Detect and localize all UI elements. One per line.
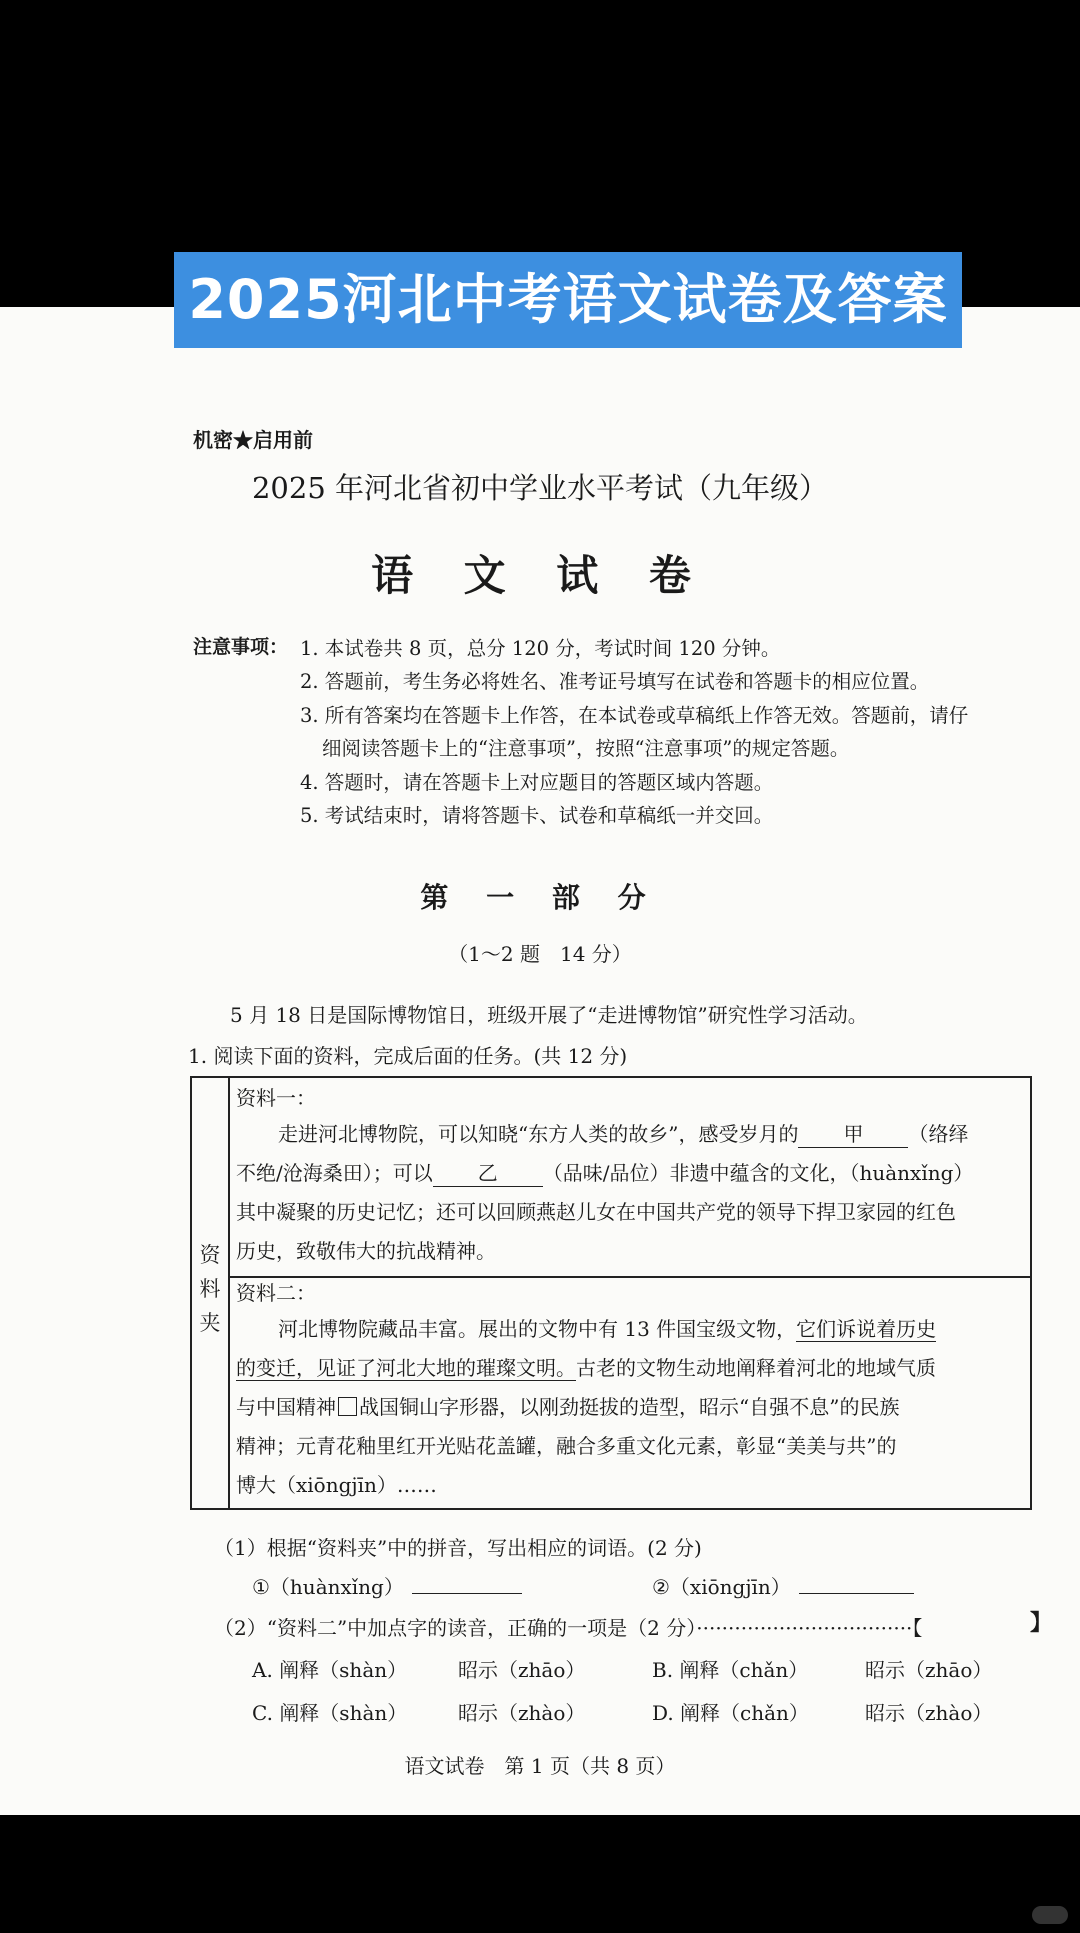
watermark-badge: [1032, 1906, 1068, 1924]
choice-b-2: 昭示（zhāo）: [865, 1658, 993, 1682]
note-item: 4. 答题时，请在答题卡上对应题目的答题区域内答题。: [300, 771, 774, 794]
note-item: 2. 答题前，考生务必将姓名、准考证号填写在试卷和答题卡的相应位置。: [300, 670, 930, 693]
material-1-line: 走进河北博物院，可以知晓“东方人类的故乡”，感受岁月的 甲 （络绎: [278, 1118, 968, 1148]
punctuation-blank-box: [338, 1397, 357, 1416]
material-1-line: 历史，致敬伟大的抗战精神。: [236, 1239, 496, 1263]
answer-bracket-close: 】: [1030, 1610, 1053, 1636]
part-title: 第 一 部 分: [420, 881, 660, 914]
question-range: （1～2 题 14 分）: [448, 942, 632, 966]
confidential-mark: 机密★启用前: [193, 428, 313, 452]
blank-jia: 甲: [798, 1118, 908, 1148]
note-item: 细阅读答题卡上的“注意事项”，按照“注意事项”的规定答题。: [322, 737, 850, 760]
material-2-line: 与中国精神 战国铜山字形器，以刚劲挺拔的造型，昭示“自强不息”的民族: [236, 1395, 900, 1419]
answer-blank: [799, 1593, 914, 1594]
choice-c: C. 阐释（shàn）: [252, 1701, 408, 1725]
material-2-line: 博大（xiōngjīn）……: [236, 1473, 437, 1497]
choice-a: A. 阐释（shàn）: [252, 1658, 408, 1682]
answer-item-2: ②（xiōngjīn）: [652, 1571, 914, 1600]
choice-a-2: 昭示（zhāo）: [458, 1658, 586, 1682]
underlined-sentence: 它们诉说着历史: [796, 1317, 937, 1341]
note-item: 5. 考试结束时，请将答题卡、试卷和草稿纸一并交回。: [300, 804, 774, 827]
blank-yi: 乙: [433, 1157, 543, 1187]
note-item: 1. 本试卷共 8 页，总分 120 分，考试时间 120 分钟。: [300, 637, 781, 660]
material-1-line: 不绝/沧海桑田）；可以 乙 （品味/品位）非遗中蕴含的文化，（huànxǐng）: [236, 1157, 973, 1187]
material-2-line: 的变迁，见证了河北大地的璀璨文明。古老的文物生动地阐释着河北的地域气质: [236, 1356, 936, 1380]
exam-subtitle: 2025 年河北省初中学业水平考试（九年级）: [251, 471, 829, 505]
answer-item-1: ①（huànxǐng）: [252, 1571, 522, 1600]
folder-side-label: 资 料 夹: [192, 1078, 230, 1508]
answer-blank: [412, 1593, 522, 1594]
material-2-heading: 资料二：: [236, 1281, 316, 1305]
question-1-2: （2）“资料二”中加点字的读音，正确的一项是（2 分）··································【: [214, 1616, 923, 1640]
material-1-heading: 资料一：: [236, 1086, 316, 1110]
note-item: 3. 所有答案均在答题卡上作答，在本试卷或草稿纸上作答无效。答题前，请仔: [300, 704, 969, 727]
title-banner: 2025河北中考语文试卷及答案: [174, 252, 962, 348]
exam-title: 语 文 试 卷: [371, 551, 709, 600]
notes-label: 注意事项：: [193, 636, 289, 658]
material-1-line: 其中凝聚的历史记忆；还可以回顾燕赵儿女在中国共产党的领导下捍卫家园的红色: [236, 1200, 956, 1224]
choice-b: B. 阐释（chǎn）: [652, 1658, 809, 1682]
choice-c-2: 昭示（zhào）: [458, 1701, 586, 1725]
activity-intro: 5 月 18 日是国际博物馆日，班级开展了“走进博物馆”研究性学习活动。: [230, 1003, 868, 1027]
question-1-1: （1）根据“资料夹”中的拼音，写出相应的词语。(2 分): [214, 1536, 702, 1560]
material-divider: [228, 1276, 1030, 1278]
page-footer: 语文试卷 第 1 页（共 8 页）: [404, 1754, 676, 1778]
choice-d: D. 阐释（chǎn）: [652, 1701, 809, 1725]
material-2-line: 河北博物院藏品丰富。展出的文物中有 13 件国宝级文物，它们诉说着历史: [278, 1317, 937, 1341]
choice-d-2: 昭示（zhào）: [865, 1701, 993, 1725]
material-2-line: 精神；元青花釉里红开光贴花盖罐，融合多重文化元素，彰显“美美与共”的: [236, 1434, 897, 1458]
question-1: 1. 阅读下面的资料，完成后面的任务。(共 12 分): [188, 1044, 628, 1068]
underlined-sentence: 的变迁，见证了河北大地的璀璨文明。: [236, 1356, 576, 1380]
